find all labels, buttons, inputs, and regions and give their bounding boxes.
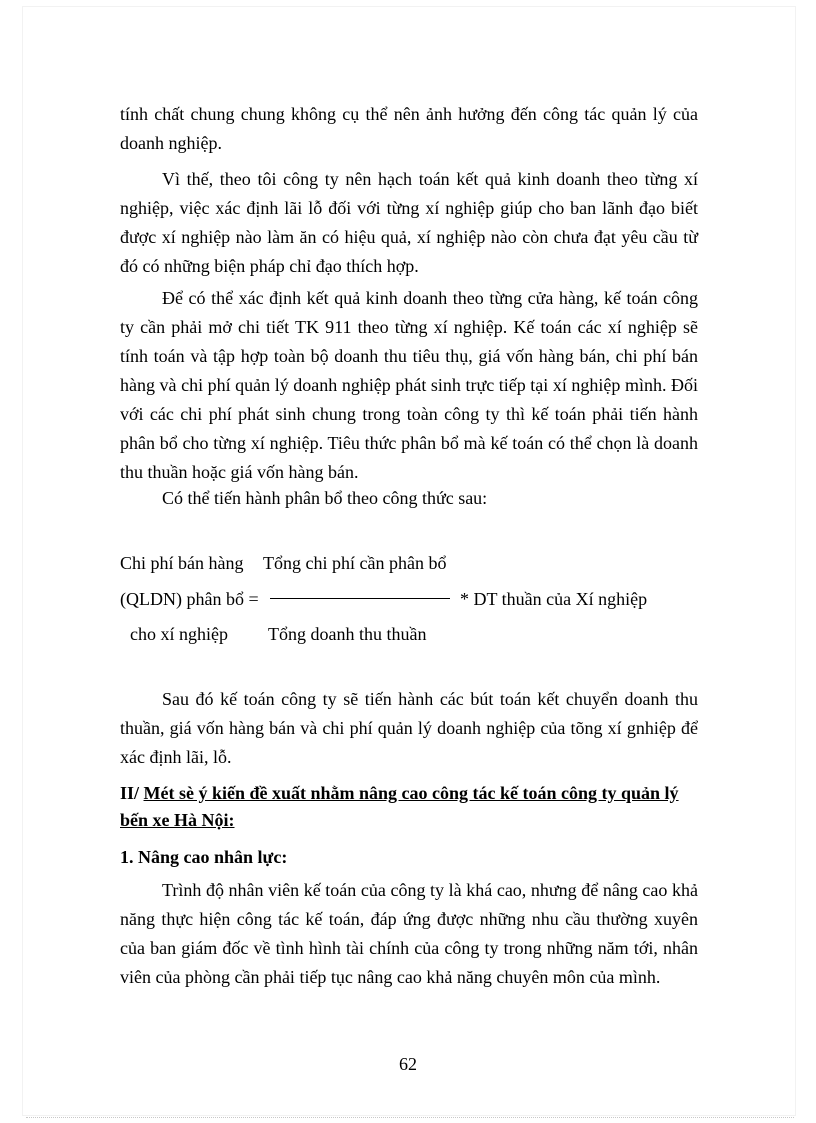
subheading: 1. Nâng cao nhân lực:: [120, 847, 288, 867]
paragraph-closing-entries: Sau đó kế toán công ty sẽ tiến hành các bút toán kết chuyển doanh thu thuần, giá vốn hàng bán và chi phí quản lý doanh nghiệp của tõng xí gnhiệp để xác định lãi, lỗ.: [120, 689, 698, 767]
formula-line1-left: Chi phí bán hàng: [120, 553, 244, 573]
paragraph-tk911-detail: Để có thể xác định kết quả kinh doanh theo từng cửa hàng, kế toán công ty cần phải mở chi tiết TK 911 theo từng xí nghiệp. Kế toán các xí nghiệp sẽ tính toán và tập hợp toàn bộ doanh thu tiêu thụ, giá vốn hàng bán, chi phí bán hàng và chi phí quản lý doanh nghiệp phát sinh trực tiếp tại xí nghiệp mình. Đối với các chi phí phát sinh chung trong toàn công ty thì kế toán phải tiến hành phân bổ cho từng xí nghiệp. Tiêu thức phân bổ mà kế toán có thể chọn là doanh thu thuần hoặc giá vốn hàng bán.: [120, 288, 698, 482]
formula-multiplier: * DT thuần của Xí nghiệp: [460, 589, 648, 609]
formula-denominator: Tổng doanh thu thuần: [268, 624, 427, 644]
section-heading: [120, 780, 705, 834]
paragraph-formula-intro: Có thể tiến hành phân bổ theo công thức sau:: [162, 488, 488, 508]
section-heading-title: Mét sè ý kiến đề xuất nhằm nâng cao công tác kế toán công ty quản lý bến xe Hà Nội:: [120, 783, 679, 830]
fraction-bar: [270, 598, 450, 599]
page-number: 62: [399, 1054, 417, 1074]
section-heading-prefix: II/: [120, 783, 140, 803]
paragraph-intro: tính chất chung chung không cụ thể nên ảnh hưởng đến công tác quản lý của doanh nghiệp.: [120, 104, 698, 153]
paragraph-accounting-by-enterprise: Vì thế, theo tôi công ty nên hạch toán kết quả kinh doanh theo từng xí nghiệp, việc xác định lãi lỗ đối với từng xí nghiệp giúp cho ban lãnh đạo biết được xí nghiệp nào làm ăn có hiệu quả, xí nghiệp nào còn chưa đạt yêu cầu từ đó có những biện pháp chỉ đạo thích hợp.: [120, 169, 698, 276]
formula-line3-left: cho xí nghiệp: [130, 624, 228, 644]
paragraph-human-resources: Trình độ nhân viên kế toán của công ty là khá cao, nhưng để nâng cao khả năng thực hiện công tác kế toán, đáp ứng được những nhu cầu thường xuyên của ban giám đốc về tình hình tài chính của công ty trong những năm tới, nhân viên của phòng cần phải tiếp tục nâng cao khả năng chuyên môn của mình.: [120, 880, 698, 987]
footer-dotted-line: [26, 1117, 794, 1118]
formula-line2-left: (QLDN) phân bổ =: [120, 589, 259, 609]
formula-numerator: Tổng chi phí cần phân bổ: [263, 553, 447, 573]
